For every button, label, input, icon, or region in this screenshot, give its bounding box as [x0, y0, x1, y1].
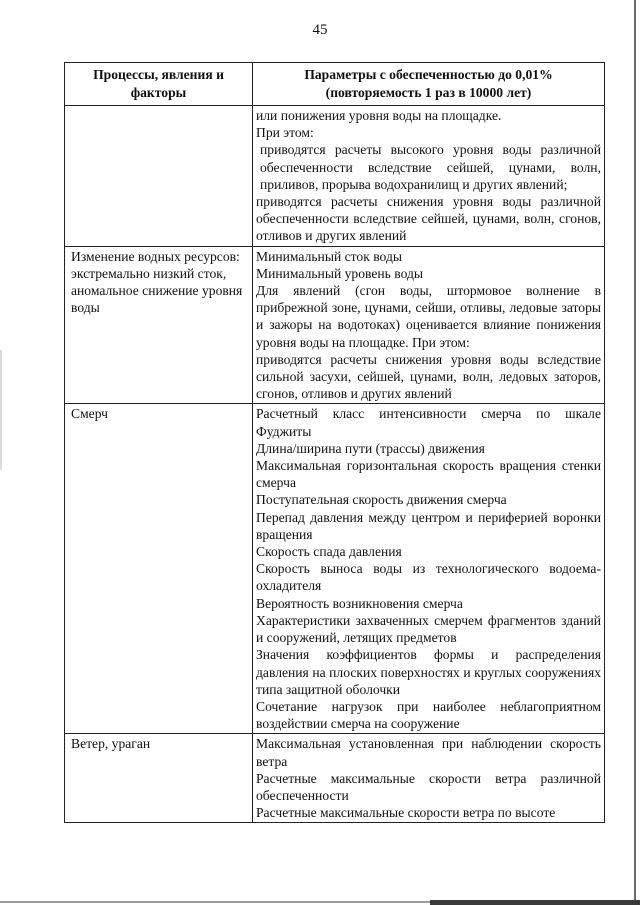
params-cell: [253, 404, 605, 734]
param-item: Расчетные максимальные скорости ветра различной обеспеченности: [256, 770, 601, 803]
param-item: Расчетные максимальные скорости ветра по высоте: [256, 805, 556, 821]
params-cell: [253, 106, 605, 247]
param-item: или понижения уровня воды на площадке.: [256, 108, 502, 123]
param-item: Максимальная установленная при наблюдении скорость ветра: [256, 736, 601, 769]
page-number: 45: [312, 22, 328, 38]
scan-edge-right: [634, 0, 636, 905]
param-item: Минимальный уровень воды: [256, 265, 424, 281]
param-item: приводятся расчеты снижения уровня воды вследствие сильной засухи, сейшей, цунами, волн, ледовых заторов, сгонов, отливов и других явлений: [256, 351, 601, 402]
header-parameters-line1: Параметры с обеспеченностью до 0,01%: [304, 67, 553, 82]
param-item: Расчетный класс интенсивности смерча по шкале Фуджиты: [256, 406, 601, 439]
param-item: приводятся расчеты снижения уровня воды различной обеспеченности вследствие сейшей, цунами, волн, сгонов, отливов и других явлений: [256, 194, 601, 244]
param-item: Длина/ширина пути (трассы) движения: [256, 440, 485, 456]
param-item: При этом:: [256, 125, 314, 141]
header-parameters: [253, 63, 605, 106]
scan-edge-left: [0, 350, 2, 470]
param-item: Значения коэффициентов формы и распределения давления на плоских поверхностях и круглых сооружениях типа защитной оболочки: [256, 647, 601, 697]
param-item: Сочетание нагрузок при наиболее неблагоприятном воздействии смерча на сооружение: [256, 698, 601, 732]
table-row: [65, 106, 605, 247]
param-item: Вероятность возникновения смерча: [256, 595, 463, 611]
param-item: Минимальный сток воды: [256, 248, 403, 264]
scan-edge-corner: [430, 900, 640, 905]
factor-cell: Смерч: [65, 404, 253, 734]
table-header-row: [65, 63, 605, 106]
header-factors: Процессы, явления и факторы: [65, 63, 253, 106]
param-item: Скорость спада давления: [256, 544, 402, 560]
factor-cell: Изменение водных ресурсов: экстремально низкий сток, аномальное снижение уровня воды: [65, 246, 253, 404]
param-item: приводятся расчеты высокого уровня воды различной обеспеченности вследствие сейшей, цунами, волн, приливов, прорыва водохранилищ и других явлений;: [260, 142, 601, 192]
factor-cell: [65, 106, 253, 247]
param-item: Характеристики захваченных смерчем фрагментов зданий и сооружений, летящих предметов: [256, 612, 601, 646]
param-item: Для явлений (сгон воды, штормовое волнение в прибрежной зоне, цунами, сейши, отливы, ледовые заторы и зажоры на водотоках) оценивается влияние понижения уровня воды на площадке. При этом:: [256, 283, 601, 350]
table-row: [65, 246, 605, 404]
table-row: [65, 404, 605, 734]
param-item: Поступательная скорость движения смерча: [256, 492, 507, 508]
param-item: Перепад давления между центром и периферией воронки вращения: [256, 509, 601, 542]
params-cell: [253, 246, 605, 404]
param-item: Максимальная горизонтальная скорость вращения стенки смерча: [256, 458, 601, 491]
header-parameters-line2: (повторяемость 1 раз в 10000 лет): [325, 85, 532, 100]
param-item: Скорость выноса воды из технологического водоема-охладителя: [256, 561, 601, 594]
params-cell: [253, 734, 605, 823]
parameters-table: [64, 62, 605, 823]
factor-cell: Ветер, ураган: [65, 734, 253, 823]
table-row: [65, 734, 605, 823]
